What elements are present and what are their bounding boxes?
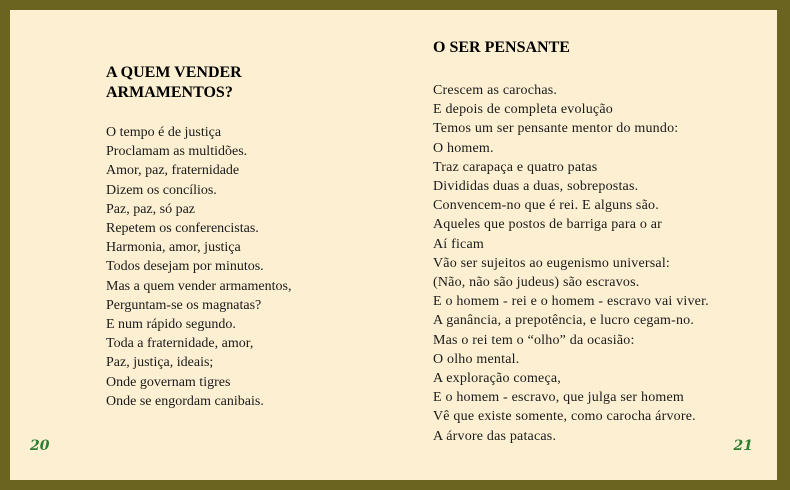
verse-line: O olho mental. [433, 351, 520, 367]
right-page [390, 10, 777, 480]
verse-line: Paz, paz, só paz [106, 201, 196, 217]
verse-line: Todos desejam por minutos. [106, 259, 264, 275]
right-page-number: 21 [733, 438, 753, 454]
verse-line: Aqueles que postos de barriga para o ar [433, 217, 662, 233]
verse-line: Onde governam tigres [106, 374, 231, 390]
verse-line: E o homem - rei e o homem - escravo vai viver. [433, 294, 709, 310]
verse-line: Traz carapaça e quatro patas [433, 159, 598, 175]
left-poem-verse [106, 123, 386, 411]
verse-line: (Não, não são judeus) são escravos. [433, 275, 640, 291]
verse-line: Toda a fraternidade, amor, [106, 336, 254, 352]
verse-line: Amor, paz, fraternidade [106, 163, 240, 179]
left-page-number: 20 [30, 438, 50, 454]
verse-line: Paz, justiça, ideais; [106, 355, 214, 371]
verse-line: Vê que existe somente, como carocha árvore. [433, 409, 696, 425]
verse-line: Divididas duas a duas, sobrepostas. [433, 179, 639, 195]
verse-line: Proclamam as multidões. [106, 144, 248, 160]
verse-line: Harmonia, amor, justiça [106, 240, 241, 256]
verse-line: E depois de completa evolução [433, 102, 613, 118]
verse-line: O tempo é de justiça [106, 125, 222, 140]
verse-line: Onde se engordam canibais. [106, 393, 264, 409]
verse-line: Mas o rei tem o “olho” da ocasião: [433, 332, 635, 348]
verse-line: Crescem as carochas. [433, 83, 558, 98]
verse-line: Mas a quem vender armamentos, [106, 278, 292, 294]
verse-line: Temos um ser pensante mentor do mundo: [433, 121, 679, 137]
book-spread [10, 10, 777, 480]
verse-line: Perguntam-se os magnatas? [106, 297, 262, 313]
verse-line: Dizem os concílios. [106, 182, 217, 198]
right-poem-title: O SER PENSANTE [433, 39, 570, 56]
left-poem-title: A QUEM VENDER ARMAMENTOS? [106, 64, 242, 101]
verse-line: Repetem os conferencistas. [106, 221, 259, 237]
verse-line: E num rápido segundo. [106, 317, 236, 333]
verse-line: A exploração começa, [433, 371, 561, 387]
left-page [10, 10, 390, 480]
verse-line: A árvore das patacas. [433, 428, 557, 444]
verse-line: E o homem - escravo, que julga ser homem [433, 390, 684, 406]
verse-line: Aí ficam [433, 236, 484, 252]
verse-line: Vão ser sujeitos ao eugenismo universal: [433, 255, 671, 271]
verse-line: A ganância, a prepotência, e lucro cegam-no. [433, 313, 695, 329]
right-poem-verse [433, 81, 763, 446]
verse-line: O homem. [433, 140, 494, 156]
verse-line: Convencem-no que é rei. E alguns são. [433, 198, 659, 214]
